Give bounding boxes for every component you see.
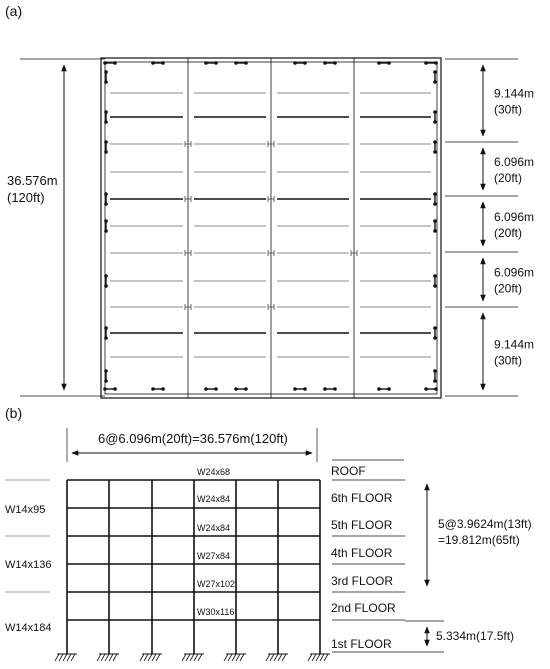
first-story-dim: 5.334m(17.5ft) — [436, 629, 515, 643]
connection-dot — [204, 61, 208, 65]
column-label-bottom: W14x184 — [5, 622, 52, 634]
bay-dim-imperial: (20ft) — [494, 281, 523, 296]
connection-dot — [434, 61, 438, 65]
connection-dot — [214, 387, 218, 391]
connection-dot — [433, 369, 437, 373]
connection-dot — [151, 61, 155, 65]
connection-dot — [377, 387, 381, 391]
support-hatch — [113, 654, 117, 661]
column-label-mid: W14x136 — [5, 559, 52, 571]
height-dimension — [405, 484, 444, 652]
support-hatch — [308, 654, 312, 661]
connection-dot — [234, 387, 238, 391]
floor-label-6: 6th FLOOR — [331, 491, 393, 505]
support-hatch — [148, 654, 152, 661]
beam-label-roof: W24x68 — [197, 467, 231, 477]
connection-dot — [303, 387, 307, 391]
connection-dot — [103, 387, 107, 391]
connection-dot — [433, 326, 437, 330]
beam-label-5: W24x84 — [197, 523, 231, 533]
beam-label-6: W24x84 — [197, 494, 231, 504]
support-hatch — [105, 654, 109, 661]
connection-dot — [333, 387, 337, 391]
connection-dot — [204, 387, 208, 391]
bay-dim-metric: 9.144m — [494, 86, 535, 101]
width-dim-label: 6@6.096m(20ft)=36.576m(120ft) — [98, 431, 288, 446]
connection-dot — [104, 274, 108, 278]
beam-label-3: W27x102 — [197, 579, 236, 589]
bay-dim-imperial: (30ft) — [494, 353, 523, 368]
support-hatch — [140, 654, 144, 661]
bay-dim-imperial: (20ft) — [494, 226, 523, 240]
support-hatch — [55, 654, 59, 661]
plan-beam-lines — [110, 93, 431, 357]
connection-dot — [103, 61, 107, 65]
floor-plan — [101, 58, 441, 398]
connection-dot — [161, 387, 165, 391]
support-hatch — [109, 654, 113, 661]
panel-a-label: (a) — [5, 3, 23, 19]
connection-dot — [323, 61, 327, 65]
support-hatch — [240, 654, 244, 661]
connection-dot — [214, 61, 218, 65]
connection-dot — [104, 192, 108, 196]
support-hatch — [236, 654, 240, 661]
connection-dot — [104, 369, 108, 373]
connection-dot — [104, 80, 108, 84]
ground-hatch — [55, 654, 330, 661]
floor-label-roof: ROOF — [331, 464, 366, 478]
beam-label-4: W27x84 — [197, 551, 231, 561]
connection-dot — [244, 61, 248, 65]
connection-dot — [293, 387, 297, 391]
support-hatch — [71, 654, 75, 661]
support-hatch — [228, 654, 232, 661]
connection-dot — [424, 61, 428, 65]
connection-dot — [104, 110, 108, 114]
connection-dot — [104, 284, 108, 288]
connection-dot — [433, 219, 437, 223]
connection-dot — [303, 61, 307, 65]
connection-dot — [433, 229, 437, 233]
floor-label-5: 5th FLOOR — [331, 518, 393, 532]
support-hatch — [316, 654, 320, 661]
connection-dot — [234, 61, 238, 65]
support-hatch — [152, 654, 156, 661]
bay-dim-imperial: (20ft) — [494, 171, 523, 185]
connection-dot — [244, 387, 248, 391]
support-hatch — [190, 654, 194, 661]
bay-dim-imperial: (30ft) — [494, 102, 523, 117]
panel-b-label: (b) — [5, 405, 23, 421]
support-hatch — [224, 654, 228, 661]
elevation-frame — [67, 480, 320, 654]
connection-dot — [104, 202, 108, 206]
support-hatch — [194, 654, 198, 661]
beam-label-2: W30x116 — [197, 607, 235, 617]
height-dim-line1: 5@3.9624m(13ft) — [438, 517, 532, 531]
support-hatch — [270, 654, 274, 661]
bay-dim-metric: 9.144m — [494, 337, 535, 352]
support-hatch — [182, 654, 186, 661]
connection-dot — [323, 387, 327, 391]
connection-dot — [433, 150, 437, 154]
connection-dot — [433, 284, 437, 288]
connection-dot — [433, 120, 437, 124]
support-hatch — [278, 654, 282, 661]
support-hatch — [67, 654, 71, 661]
connection-dot — [333, 61, 337, 65]
floor-label-3: 3rd FLOOR — [331, 574, 394, 588]
bay-dimensions — [445, 59, 534, 396]
connection-dot — [433, 110, 437, 114]
connection-dot — [104, 120, 108, 124]
connection-dot — [387, 61, 391, 65]
connection-dot — [293, 61, 297, 65]
support-hatch — [156, 654, 160, 661]
height-dim-line2: =19.812m(65ft) — [438, 533, 520, 547]
connection-dot — [113, 61, 117, 65]
bay-dim-metric: 6.096m — [494, 155, 535, 169]
connection-dot — [113, 387, 117, 391]
connection-dot — [433, 202, 437, 206]
support-hatch — [266, 654, 270, 661]
connection-dot — [433, 379, 437, 383]
support-hatch — [232, 654, 236, 661]
connection-dot — [433, 70, 437, 74]
support-hatch — [320, 654, 324, 661]
connection-dot — [424, 387, 428, 391]
connection-dot — [433, 336, 437, 340]
connection-dot — [104, 140, 108, 144]
support-hatch — [59, 654, 63, 661]
connection-dot — [104, 70, 108, 74]
support-hatch — [186, 654, 190, 661]
connection-dot — [104, 219, 108, 223]
connection-dot — [104, 379, 108, 383]
connection-dot — [161, 61, 165, 65]
support-hatch — [198, 654, 202, 661]
bay-dim-metric: 6.096m — [494, 265, 535, 280]
connection-dot — [151, 387, 155, 391]
support-hatch — [63, 654, 67, 661]
connection-dot — [433, 140, 437, 144]
column-separators — [5, 480, 50, 592]
support-hatch — [274, 654, 278, 661]
bay-dim-metric: 6.096m — [494, 210, 535, 224]
column-label-top: W14x95 — [5, 504, 46, 516]
connection-dot — [104, 336, 108, 340]
support-hatch — [144, 654, 148, 661]
overall-dimension — [20, 59, 105, 396]
connection-dot — [433, 80, 437, 84]
connection-dot — [434, 387, 438, 391]
support-hatch — [97, 654, 101, 661]
overall-dim-imperial: (120ft) — [7, 190, 45, 205]
connection-dot — [104, 229, 108, 233]
connection-dot — [104, 150, 108, 154]
support-hatch — [324, 654, 328, 661]
overall-dim-metric: 36.576m — [7, 173, 58, 188]
floor-label-4: 4th FLOOR — [331, 546, 393, 560]
connection-dot — [433, 192, 437, 196]
support-hatch — [282, 654, 286, 661]
floor-label-1: 1st FLOOR — [331, 637, 392, 651]
connection-dot — [377, 61, 381, 65]
support-hatch — [312, 654, 316, 661]
connection-dot — [433, 274, 437, 278]
connection-dot — [387, 387, 391, 391]
connection-dot — [104, 326, 108, 330]
support-hatch — [101, 654, 105, 661]
floor-label-2: 2nd FLOOR — [331, 601, 396, 615]
